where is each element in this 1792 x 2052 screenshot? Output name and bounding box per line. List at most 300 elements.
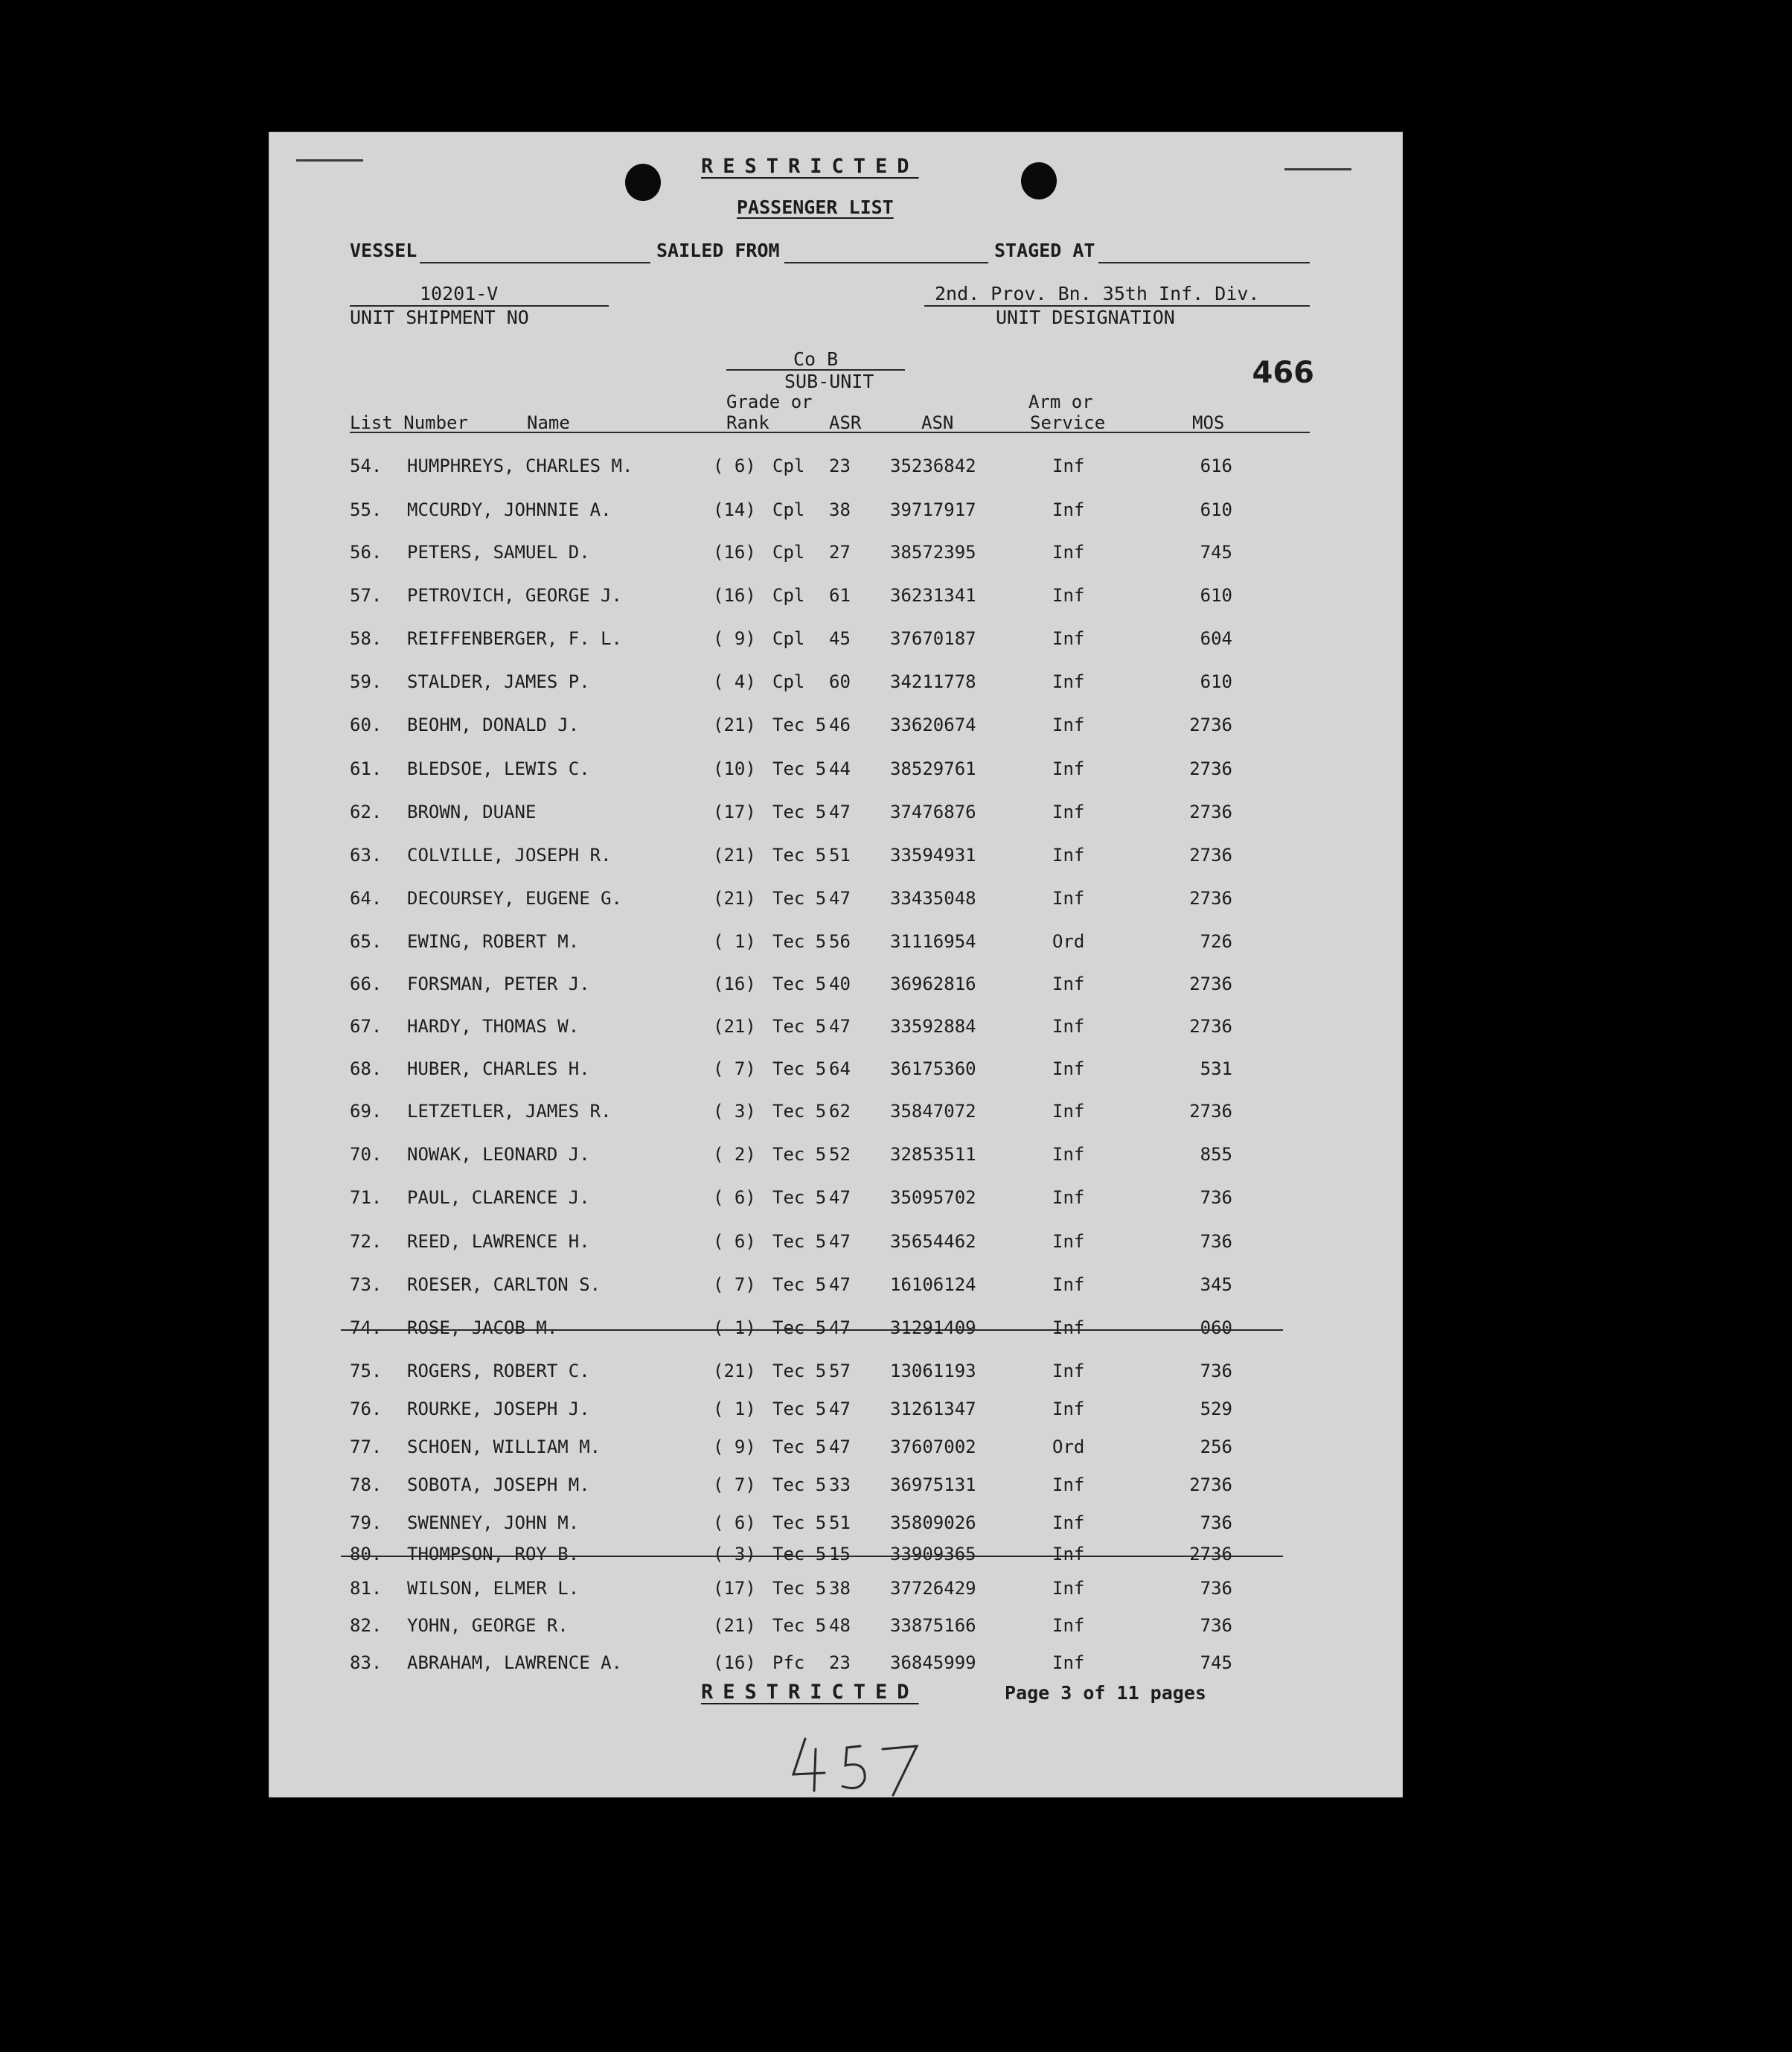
column-header-grade-or: Grade or <box>726 391 813 412</box>
row-asn: 36975131 <box>890 1474 976 1495</box>
row-mos: 2736 <box>1189 1101 1232 1122</box>
row-asr: 47 <box>829 1016 851 1037</box>
row-asr: 40 <box>829 974 851 994</box>
row-name: LETZETLER, JAMES R. <box>407 1101 612 1122</box>
row-arm-service: Inf <box>1052 671 1085 692</box>
row-rank: Tec 5 <box>772 1436 827 1457</box>
row-arm-service: Inf <box>1052 1474 1085 1495</box>
row-asr: 33 <box>829 1474 851 1495</box>
row-asn: 38529761 <box>890 758 976 779</box>
table-row <box>269 1274 1402 1300</box>
row-rank: Tec 5 <box>772 1512 827 1533</box>
row-list-number: 61. <box>350 758 383 779</box>
row-mos: 736 <box>1200 1578 1232 1599</box>
row-arm-service: Inf <box>1052 1231 1085 1252</box>
table-row <box>269 499 1402 525</box>
table-row <box>269 1652 1402 1678</box>
table-row <box>269 1615 1402 1640</box>
row-name: REIFFENBERGER, F. L. <box>407 628 622 649</box>
column-header-asr: ASR <box>829 412 862 433</box>
margin-mark-right <box>1284 168 1351 170</box>
row-arm-service: Inf <box>1052 456 1085 476</box>
row-list-number: 56. <box>350 542 383 563</box>
row-asr: 62 <box>829 1101 851 1122</box>
row-grade: (21) <box>713 1361 756 1381</box>
row-asn: 16106124 <box>890 1274 976 1295</box>
row-mos: 610 <box>1200 499 1232 520</box>
row-list-number: 80. <box>350 1544 383 1564</box>
row-asn: 31291409 <box>890 1317 976 1338</box>
row-asr: 52 <box>829 1144 851 1165</box>
row-asr: 46 <box>829 715 851 735</box>
row-arm-service: Inf <box>1052 1615 1085 1636</box>
staged-at-label: STAGED AT <box>994 240 1095 261</box>
sub-unit-label: SUB-UNIT <box>784 371 874 392</box>
row-arm-service: Inf <box>1052 758 1085 779</box>
classification-footer: RESTRICTED <box>701 1681 919 1704</box>
row-asn: 35847072 <box>890 1101 976 1122</box>
row-list-number: 59. <box>350 671 383 692</box>
row-grade: (17) <box>713 802 756 822</box>
column-header-asn: ASN <box>921 412 954 433</box>
row-list-number: 55. <box>350 499 383 520</box>
row-asr: 45 <box>829 628 851 649</box>
row-list-number: 60. <box>350 715 383 735</box>
row-rank: Cpl <box>772 456 805 476</box>
row-mos: 610 <box>1200 671 1232 692</box>
row-name: ROSE, JACOB M. <box>407 1317 558 1338</box>
row-arm-service: Inf <box>1052 888 1085 909</box>
row-asr: 47 <box>829 888 851 909</box>
row-rank: Pfc <box>772 1652 805 1673</box>
row-grade: (10) <box>713 758 756 779</box>
row-rank: Tec 5 <box>772 1317 827 1338</box>
row-asn: 32853511 <box>890 1144 976 1165</box>
row-grade: (21) <box>713 1615 756 1636</box>
row-list-number: 65. <box>350 931 383 952</box>
table-row <box>269 1474 1402 1500</box>
row-list-number: 69. <box>350 1101 383 1122</box>
row-asr: 23 <box>829 1652 851 1673</box>
table-row <box>269 456 1402 481</box>
row-grade: (21) <box>713 1016 756 1037</box>
row-grade: ( 6) <box>713 1187 756 1208</box>
row-rank: Tec 5 <box>772 888 827 909</box>
row-name: SWENNEY, JOHN M. <box>407 1512 580 1533</box>
row-rank: Tec 5 <box>772 1187 827 1208</box>
row-arm-service: Ord <box>1052 1436 1085 1457</box>
row-name: ROESER, CARLTON S. <box>407 1274 601 1295</box>
column-header-rank: Rank <box>726 412 769 433</box>
sailed-from-field-line <box>784 262 988 263</box>
row-mos: 2736 <box>1189 1544 1232 1564</box>
row-arm-service: Inf <box>1052 1274 1085 1295</box>
row-arm-service: Inf <box>1052 628 1085 649</box>
row-list-number: 67. <box>350 1016 383 1037</box>
row-asr: 47 <box>829 1187 851 1208</box>
table-row <box>269 1436 1402 1462</box>
row-arm-service: Inf <box>1052 715 1085 735</box>
row-name: STALDER, JAMES P. <box>407 671 590 692</box>
column-header-name: Name <box>527 412 570 433</box>
row-arm-service: Inf <box>1052 585 1085 606</box>
row-grade: ( 1) <box>713 1317 756 1338</box>
row-mos: 2736 <box>1189 1016 1232 1037</box>
row-asn: 38572395 <box>890 542 976 563</box>
row-rank: Cpl <box>772 628 805 649</box>
row-asn: 31261347 <box>890 1399 976 1419</box>
row-arm-service: Inf <box>1052 1187 1085 1208</box>
row-list-number: 62. <box>350 802 383 822</box>
row-rank: Tec 5 <box>772 1615 827 1636</box>
row-asn: 37726429 <box>890 1578 976 1599</box>
row-name: SOBOTA, JOSEPH M. <box>407 1474 590 1495</box>
row-grade: (16) <box>713 974 756 994</box>
row-asr: 64 <box>829 1058 851 1079</box>
row-name: MCCURDY, JOHNNIE A. <box>407 499 612 520</box>
row-rank: Tec 5 <box>772 1544 827 1564</box>
row-mos: 616 <box>1200 456 1232 476</box>
unit-shipment-no-label: UNIT SHIPMENT NO <box>350 307 529 328</box>
row-asn: 33435048 <box>890 888 976 909</box>
row-name: PETERS, SAMUEL D. <box>407 542 590 563</box>
table-row <box>269 802 1402 827</box>
row-asn: 35095702 <box>890 1187 976 1208</box>
row-name: HUMPHREYS, CHARLES M. <box>407 456 633 476</box>
row-list-number: 81. <box>350 1578 383 1599</box>
row-name: PAUL, CLARENCE J. <box>407 1187 590 1208</box>
row-list-number: 64. <box>350 888 383 909</box>
row-grade: ( 6) <box>713 1231 756 1252</box>
row-list-number: 82. <box>350 1615 383 1636</box>
row-asn: 13061193 <box>890 1361 976 1381</box>
row-mos: 736 <box>1200 1231 1232 1252</box>
row-asn: 35654462 <box>890 1231 976 1252</box>
row-list-number: 73. <box>350 1274 383 1295</box>
row-list-number: 83. <box>350 1652 383 1673</box>
sub-unit: Co B <box>793 348 839 370</box>
row-asn: 33875166 <box>890 1615 976 1636</box>
row-asr: 47 <box>829 1436 851 1457</box>
row-asn: 35236842 <box>890 456 976 476</box>
row-list-number: 66. <box>350 974 383 994</box>
row-rank: Tec 5 <box>772 1578 827 1599</box>
vessel-label: VESSEL <box>350 240 417 261</box>
row-arm-service: Inf <box>1052 1544 1085 1564</box>
table-row <box>269 974 1402 999</box>
row-name: ROURKE, JOSEPH J. <box>407 1399 590 1419</box>
row-mos: 736 <box>1200 1361 1232 1381</box>
row-grade: ( 1) <box>713 931 756 952</box>
column-header-arm-or: Arm or <box>1028 391 1093 412</box>
row-asn: 39717917 <box>890 499 976 520</box>
row-asn: 36175360 <box>890 1058 976 1079</box>
table-row <box>269 888 1402 913</box>
row-asn: 33592884 <box>890 1016 976 1037</box>
row-grade: (14) <box>713 499 756 520</box>
row-rank: Cpl <box>772 542 805 563</box>
row-asn: 33620674 <box>890 715 976 735</box>
unit-shipment-no: 10201-V <box>420 283 499 304</box>
unit-designation: 2nd. Prov. Bn. 35th Inf. Div. <box>935 283 1260 304</box>
row-name: DECOURSEY, EUGENE G. <box>407 888 622 909</box>
row-rank: Tec 5 <box>772 758 827 779</box>
row-asr: 47 <box>829 1399 851 1419</box>
row-mos: 531 <box>1200 1058 1232 1079</box>
table-row <box>269 585 1402 610</box>
table-row <box>269 845 1402 870</box>
row-asr: 51 <box>829 845 851 866</box>
row-mos: 2736 <box>1189 758 1232 779</box>
row-asr: 15 <box>829 1544 851 1564</box>
row-name: EWING, ROBERT M. <box>407 931 580 952</box>
row-mos: 736 <box>1200 1187 1232 1208</box>
row-list-number: 71. <box>350 1187 383 1208</box>
row-name: HUBER, CHARLES H. <box>407 1058 590 1079</box>
column-header-rule <box>350 432 1310 433</box>
row-mos: 736 <box>1200 1615 1232 1636</box>
row-grade: ( 7) <box>713 1274 756 1295</box>
row-rank: Tec 5 <box>772 845 827 866</box>
row-asr: 23 <box>829 456 851 476</box>
row-name: BEOHM, DONALD J. <box>407 715 580 735</box>
row-asr: 27 <box>829 542 851 563</box>
row-asr: 48 <box>829 1615 851 1636</box>
row-arm-service: Inf <box>1052 1101 1085 1122</box>
row-asr: 47 <box>829 1231 851 1252</box>
row-arm-service: Inf <box>1052 802 1085 822</box>
row-mos: 745 <box>1200 1652 1232 1673</box>
column-header-service: Service <box>1030 412 1106 433</box>
row-arm-service: Inf <box>1052 1512 1085 1533</box>
row-mos: 256 <box>1200 1436 1232 1457</box>
row-arm-service: Inf <box>1052 974 1085 994</box>
row-list-number: 58. <box>350 628 383 649</box>
row-rank: Tec 5 <box>772 974 827 994</box>
unit-designation-label: UNIT DESIGNATION <box>996 307 1175 328</box>
row-asn: 37476876 <box>890 802 976 822</box>
classification-header: RESTRICTED <box>701 155 919 178</box>
table-row-struck <box>269 1317 1402 1343</box>
row-asr: 47 <box>829 1274 851 1295</box>
row-rank: Tec 5 <box>772 1474 827 1495</box>
row-list-number: 75. <box>350 1361 383 1381</box>
row-rank: Tec 5 <box>772 802 827 822</box>
table-row <box>269 715 1402 740</box>
row-mos: 345 <box>1200 1274 1232 1295</box>
row-grade: (21) <box>713 715 756 735</box>
row-asr: 51 <box>829 1512 851 1533</box>
row-arm-service: Ord <box>1052 931 1085 952</box>
row-arm-service: Inf <box>1052 1578 1085 1599</box>
row-grade: ( 9) <box>713 1436 756 1457</box>
row-asr: 61 <box>829 585 851 606</box>
handwritten-number <box>783 1731 932 1798</box>
table-row <box>269 931 1402 956</box>
row-name: BLEDSOE, LEWIS C. <box>407 758 590 779</box>
row-list-number: 76. <box>350 1399 383 1419</box>
row-grade: (17) <box>713 1578 756 1599</box>
row-grade: ( 3) <box>713 1544 756 1564</box>
row-arm-service: Inf <box>1052 499 1085 520</box>
vessel-field-line <box>420 262 650 263</box>
row-mos: 2736 <box>1189 845 1232 866</box>
row-grade: (16) <box>713 542 756 563</box>
table-row <box>269 1187 1402 1212</box>
row-rank: Tec 5 <box>772 1101 827 1122</box>
row-rank: Tec 5 <box>772 1274 827 1295</box>
row-list-number: 68. <box>350 1058 383 1079</box>
row-name: FORSMAN, PETER J. <box>407 974 590 994</box>
table-row <box>269 628 1402 653</box>
row-name: ROGERS, ROBERT C. <box>407 1361 590 1381</box>
row-rank: Tec 5 <box>772 715 827 735</box>
row-rank: Tec 5 <box>772 1016 827 1037</box>
row-list-number: 78. <box>350 1474 383 1495</box>
row-grade: ( 4) <box>713 671 756 692</box>
row-grade: (16) <box>713 1652 756 1673</box>
row-grade: ( 6) <box>713 1512 756 1533</box>
row-asr: 56 <box>829 931 851 952</box>
row-name: HARDY, THOMAS W. <box>407 1016 580 1037</box>
row-rank: Cpl <box>772 671 805 692</box>
row-grade: (21) <box>713 845 756 866</box>
row-grade: (16) <box>713 585 756 606</box>
row-grade: ( 9) <box>713 628 756 649</box>
row-grade: ( 3) <box>713 1101 756 1122</box>
row-asn: 36231341 <box>890 585 976 606</box>
row-arm-service: Inf <box>1052 542 1085 563</box>
row-arm-service: Inf <box>1052 1361 1085 1381</box>
document-page <box>269 132 1402 1797</box>
row-mos: 745 <box>1200 542 1232 563</box>
row-asr: 57 <box>829 1361 851 1381</box>
row-mos: 604 <box>1200 628 1232 649</box>
table-row-struck <box>269 1544 1402 1569</box>
row-grade: (21) <box>713 888 756 909</box>
table-row <box>269 1016 1402 1041</box>
row-rank: Tec 5 <box>772 1361 827 1381</box>
row-list-number: 54. <box>350 456 383 476</box>
row-arm-service: Inf <box>1052 1317 1085 1338</box>
row-mos: 736 <box>1200 1512 1232 1533</box>
row-name: PETROVICH, GEORGE J. <box>407 585 622 606</box>
row-asn: 36962816 <box>890 974 976 994</box>
row-name: SCHOEN, WILLIAM M. <box>407 1436 601 1457</box>
column-header-mos: MOS <box>1192 412 1225 433</box>
row-asn: 31116954 <box>890 931 976 952</box>
punch-hole-left <box>625 164 661 201</box>
table-row <box>269 1144 1402 1169</box>
row-asr: 38 <box>829 1578 851 1599</box>
row-rank: Tec 5 <box>772 1058 827 1079</box>
column-header-list-number: List Number <box>350 412 468 433</box>
row-name: BROWN, DUANE <box>407 802 537 822</box>
row-mos: 529 <box>1200 1399 1232 1419</box>
row-grade: ( 2) <box>713 1144 756 1165</box>
margin-mark-left <box>296 159 363 162</box>
row-name: THOMPSON, ROY B. <box>407 1544 580 1564</box>
row-rank: Tec 5 <box>772 1144 827 1165</box>
page-number-label: Page 3 of 11 pages <box>1005 1682 1206 1704</box>
row-asn: 33909365 <box>890 1544 976 1564</box>
row-mos: 2736 <box>1189 715 1232 735</box>
row-name: ABRAHAM, LAWRENCE A. <box>407 1652 622 1673</box>
table-row <box>269 671 1402 697</box>
row-mos: 2736 <box>1189 888 1232 909</box>
table-row <box>269 758 1402 784</box>
row-arm-service: Inf <box>1052 1652 1085 1673</box>
table-row <box>269 1512 1402 1538</box>
row-asr: 47 <box>829 1317 851 1338</box>
table-row <box>269 542 1402 567</box>
document-title: PASSENGER LIST <box>737 196 894 218</box>
staged-at-field-line <box>1098 262 1310 263</box>
row-rank: Tec 5 <box>772 931 827 952</box>
row-asr: 47 <box>829 802 851 822</box>
row-name: REED, LAWRENCE H. <box>407 1231 590 1252</box>
page-stamp-number: 466 <box>1252 356 1314 390</box>
row-asn: 33594931 <box>890 845 976 866</box>
row-arm-service: Inf <box>1052 1144 1085 1165</box>
row-rank: Cpl <box>772 585 805 606</box>
row-name: WILSON, ELMER L. <box>407 1578 580 1599</box>
row-asn: 37670187 <box>890 628 976 649</box>
row-list-number: 74. <box>350 1317 383 1338</box>
row-name: NOWAK, LEONARD J. <box>407 1144 590 1165</box>
row-mos: 2736 <box>1189 974 1232 994</box>
row-mos: 610 <box>1200 585 1232 606</box>
row-grade: ( 1) <box>713 1399 756 1419</box>
table-row <box>269 1101 1402 1126</box>
row-arm-service: Inf <box>1052 1016 1085 1037</box>
table-row <box>269 1231 1402 1256</box>
row-list-number: 70. <box>350 1144 383 1165</box>
row-rank: Tec 5 <box>772 1231 827 1252</box>
row-name: YOHN, GEORGE R. <box>407 1615 569 1636</box>
row-name: COLVILLE, JOSEPH R. <box>407 845 612 866</box>
row-mos: 855 <box>1200 1144 1232 1165</box>
row-list-number: 63. <box>350 845 383 866</box>
row-asr: 38 <box>829 499 851 520</box>
row-rank: Tec 5 <box>772 1399 827 1419</box>
row-asn: 35809026 <box>890 1512 976 1533</box>
row-rank: Cpl <box>772 499 805 520</box>
row-arm-service: Inf <box>1052 845 1085 866</box>
row-asn: 37607002 <box>890 1436 976 1457</box>
row-asn: 36845999 <box>890 1652 976 1673</box>
row-list-number: 77. <box>350 1436 383 1457</box>
row-list-number: 57. <box>350 585 383 606</box>
table-row <box>269 1578 1402 1603</box>
row-list-number: 79. <box>350 1512 383 1533</box>
row-mos: 726 <box>1200 931 1232 952</box>
row-grade: ( 7) <box>713 1474 756 1495</box>
row-mos: 2736 <box>1189 802 1232 822</box>
row-arm-service: Inf <box>1052 1058 1085 1079</box>
punch-hole-right <box>1021 162 1057 199</box>
table-row <box>269 1361 1402 1386</box>
row-asr: 44 <box>829 758 851 779</box>
row-arm-service: Inf <box>1052 1399 1085 1419</box>
row-asn: 34211778 <box>890 671 976 692</box>
row-mos: 2736 <box>1189 1474 1232 1495</box>
row-list-number: 72. <box>350 1231 383 1252</box>
table-row <box>269 1058 1402 1084</box>
table-row <box>269 1399 1402 1424</box>
row-grade: ( 7) <box>713 1058 756 1079</box>
row-asr: 60 <box>829 671 851 692</box>
